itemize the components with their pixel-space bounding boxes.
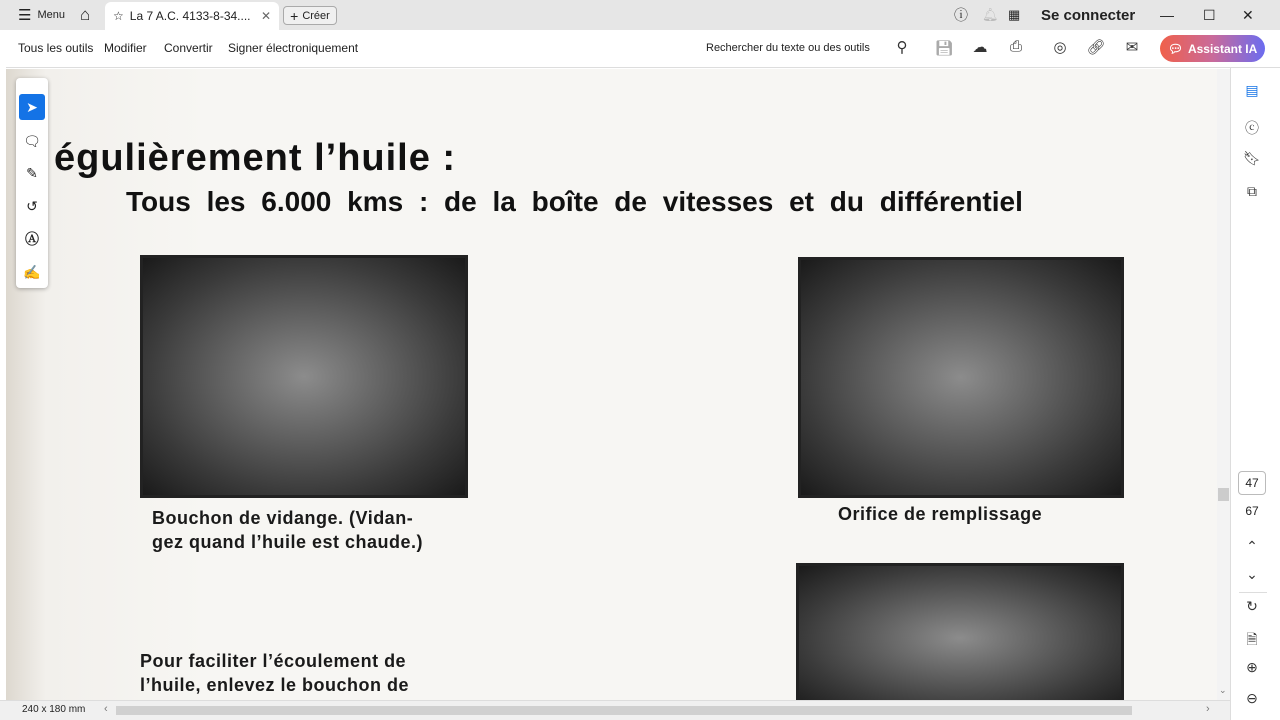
paragraph-line2: l’huile, enlevez le bouchon de [140,675,410,695]
tab-title: La 7 A.C. 4133-8-34.... [129,9,251,23]
edit-menu[interactable]: Modifier [104,41,147,55]
assistant-label: Assistant IA [1187,41,1258,56]
previous-page-icon[interactable]: ⌃ [1246,538,1258,554]
mail-icon[interactable]: ✉ [1125,39,1139,56]
fit-page-icon[interactable]: 🗎︎ [1246,631,1258,647]
rotate-icon[interactable]: ↻ [1246,598,1258,614]
link-icon[interactable]: 🔗︎ [1086,39,1106,56]
tab-bar [0,0,1280,30]
paragraph-line1: Pour faciliter l’écoulement de [140,651,407,671]
plus-icon: + [290,7,299,24]
highlight-pen-icon[interactable]: ✎ [26,164,38,181]
minimize-button[interactable]: — [1160,7,1174,23]
maximize-button[interactable]: ☐ [1203,6,1216,23]
bookmarks-icon[interactable]: 🔖︎ [1243,150,1261,166]
close-tab-icon[interactable]: ✕ [260,9,271,23]
scroll-left-arrow[interactable]: ‹ [104,703,108,715]
divider [1239,592,1267,593]
current-page-input[interactable]: 47 [1238,471,1266,495]
signature-icon[interactable]: ✍ [23,263,41,280]
pages-copy-icon[interactable]: ⧉ [1247,183,1257,199]
zoom-in-icon[interactable]: ⊕ [1246,659,1258,675]
caption-fill: Orifice de remplissage [838,504,1043,524]
differential-photo [796,563,1124,700]
caption-drain-line1: Bouchon de vidange. (Vidan- [152,508,414,528]
sign-in-button[interactable]: Se connecter [1041,6,1136,24]
scroll-down-arrow[interactable]: ⌄ [1219,685,1227,695]
hamburger-icon: ☰ [18,7,32,24]
gearbox-drain-photo [140,255,468,498]
gearbox-fill-photo [798,257,1124,498]
home-icon[interactable]: ⌂ [80,5,91,24]
upload-cloud-icon[interactable]: ☁ [972,39,988,56]
create-button[interactable] [283,6,337,25]
document-tab[interactable] [105,2,279,30]
scroll-thumb[interactable] [1218,488,1229,501]
notes-icon[interactable]: ▤ [1245,82,1259,98]
annotation-toolbar [16,78,48,288]
lasso-draw-icon[interactable]: ↺ [26,197,38,214]
page-subheading: Tous les 6.000 kms : de la boîte de vitesses et du différentiel [126,186,1023,217]
comment-tool-icon[interactable]: 🗨︎ [23,132,41,149]
create-label: Créer [302,9,330,22]
select-tool-icon[interactable]: ➤ [19,94,45,120]
scroll-right-arrow[interactable]: › [1206,703,1210,715]
zoom-out-icon[interactable]: ⊖ [1246,690,1258,706]
help-icon[interactable]: ⓘ [954,7,968,23]
convert-menu[interactable]: Convertir [164,41,213,55]
right-panel [1230,68,1280,720]
search-icon[interactable]: ⚲ [896,39,908,56]
apps-grid-icon[interactable]: ▦ [1008,7,1021,22]
document-page [6,69,1217,700]
horizontal-scrollbar[interactable] [0,700,1230,720]
text-box-icon[interactable]: Ⓐ [25,231,39,247]
page-heading: égulièrement l’huile : [54,137,457,179]
horizontal-scroll-thumb[interactable] [116,706,1132,715]
menu-button[interactable] [18,0,65,30]
ai-chat-icon: 💬︎ [1167,41,1183,56]
sign-menu[interactable]: Signer électroniquement [228,41,359,55]
page-size-label: 240 x 180 mm [22,704,86,715]
total-pages: 67 [1245,504,1259,518]
bell-icon[interactable]: 🔔︎ [982,7,999,22]
star-icon[interactable]: ☆ [113,9,124,23]
main-toolbar [6,30,1280,68]
all-tools-menu[interactable]: Tous les outils [18,41,94,55]
close-window-button[interactable]: ✕ [1242,6,1254,23]
next-page-icon[interactable]: ⌄ [1246,566,1258,582]
print-icon[interactable]: ⎙ [1009,38,1022,55]
vertical-scrollbar[interactable] [1217,69,1230,700]
share-user-icon[interactable]: ◎ [1053,39,1067,56]
caption-drain-line2: gez quand l’huile est chaude.) [152,532,424,552]
search-tools-link[interactable]: Rechercher du texte ou des outils [706,42,870,54]
comment-panel-icon[interactable]: ⓒ [1245,120,1259,136]
save-icon[interactable]: 💾︎ [934,40,954,57]
menu-label: Menu [37,9,65,21]
assistant-ai-button[interactable] [1160,35,1265,62]
